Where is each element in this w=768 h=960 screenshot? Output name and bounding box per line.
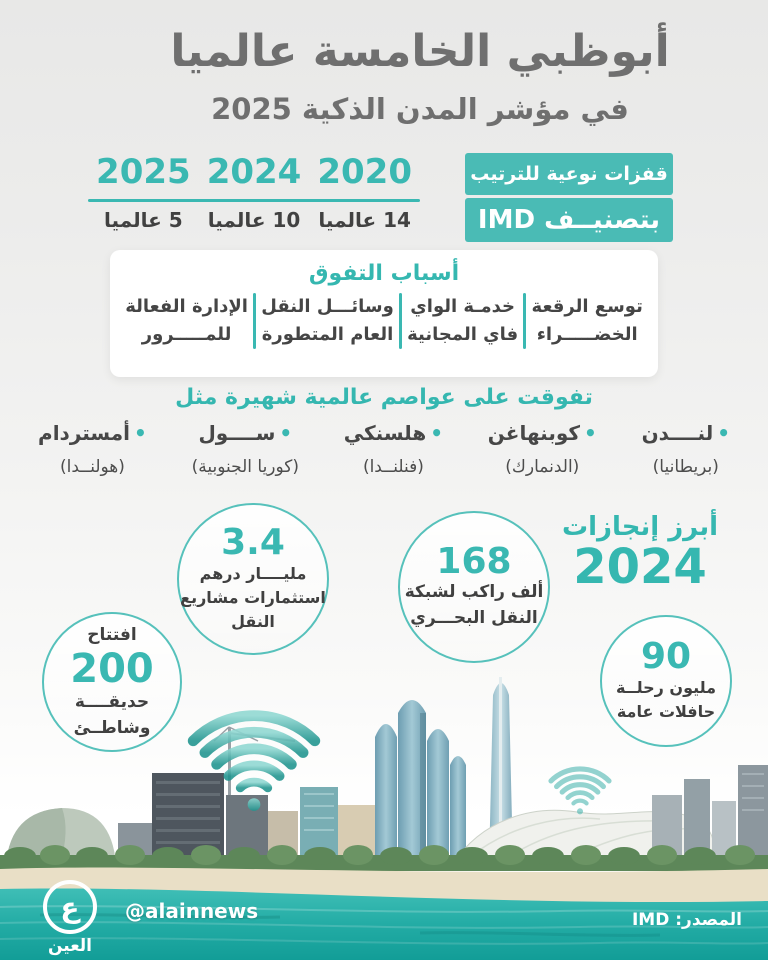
ranking-badge-caption: قفزات نوعية للترتيب: [465, 153, 673, 195]
alain-logo-name: العين: [47, 936, 93, 956]
reasons-divider: [253, 293, 256, 349]
social-handle: @alainnews: [125, 899, 259, 923]
alain-news-logo: [40, 880, 100, 956]
reason-public-transport: وسائـــل النقل العام المتطورة: [261, 296, 394, 345]
page-subtitle: في مؤشر المدن الذكية 2025: [211, 92, 629, 126]
achievements-title: أبرز إنجازات: [561, 512, 719, 542]
ranking-year-2020: 2020: [317, 152, 412, 192]
stat-circle-marine-transport: 168 ألف راكب لشبكة النقل البحـــري: [398, 511, 550, 663]
ranking-years-row: [88, 152, 420, 192]
reason-free-wifi: خدمـة الواي فاي المجانية: [407, 296, 519, 345]
reasons-title: أسباب التفوق: [308, 261, 460, 286]
reasons-divider: [399, 293, 402, 349]
wifi-icon-small: [538, 745, 622, 817]
ranking-underline: [88, 199, 420, 202]
bullet-icon: •: [134, 421, 147, 445]
ranking-value-2025: 5 عالميا: [104, 208, 183, 232]
ranking-year-2025: 2025: [96, 152, 191, 192]
bullet-icon: •: [584, 421, 597, 445]
bullet-icon: •: [279, 421, 293, 445]
wifi-icon-large: [166, 666, 342, 816]
bullet-icon: •: [717, 421, 730, 445]
alain-logo-icon: ع: [43, 880, 97, 934]
source-credit: المصدر: IMD: [631, 910, 742, 930]
stat-circle-bus-trips: 90 مليون رحلــة حافلات عامة: [600, 615, 732, 747]
achievements-year: 2024: [573, 539, 707, 595]
ranking-values-row: [88, 208, 420, 232]
reasons-card: [110, 250, 658, 377]
ranking-value-2020: 14 عالميا: [318, 208, 411, 232]
ranking-value-2024: 10 عالميا: [207, 208, 301, 232]
stat-circle-investment: 3.4 مليــــار درهم استثمارات مشاريع النقل: [177, 503, 329, 655]
capital-copenhagen: •كوبنهاغن (الدنمارك): [487, 421, 597, 477]
bullet-icon: •: [430, 421, 444, 445]
reasons-row: [110, 286, 658, 349]
capital-helsinki: •هلسنكي (فنلنــدا): [343, 421, 444, 477]
ranking-badge-imd: بتصنيــف IMD: [465, 198, 673, 242]
capital-london: •لنــــدن (بريطانيا): [641, 421, 730, 477]
reason-traffic-management: الإدارة الفعالة للمـــــرور: [125, 296, 248, 345]
achievements-heading: [556, 512, 724, 595]
reasons-divider: [523, 293, 526, 349]
capital-seoul: •ســــول (كوريا الجنوبية): [191, 421, 300, 477]
capitals-row: [38, 421, 730, 477]
reason-green-space: توسع الرقعة الخضـــــراء: [531, 296, 643, 345]
capital-amsterdam: •أمستردام (هولنــدا): [38, 421, 147, 477]
page-title: أبوظبي الخامسة عالميا: [170, 26, 670, 77]
ranking-year-2024: 2024: [206, 152, 302, 192]
stat-circle-parks-beaches: افتتاح 200 حديقــــة وشاطــئ: [42, 612, 182, 752]
capitals-title: تفوقت على عواصم عالمية شهيرة مثل: [175, 385, 593, 410]
